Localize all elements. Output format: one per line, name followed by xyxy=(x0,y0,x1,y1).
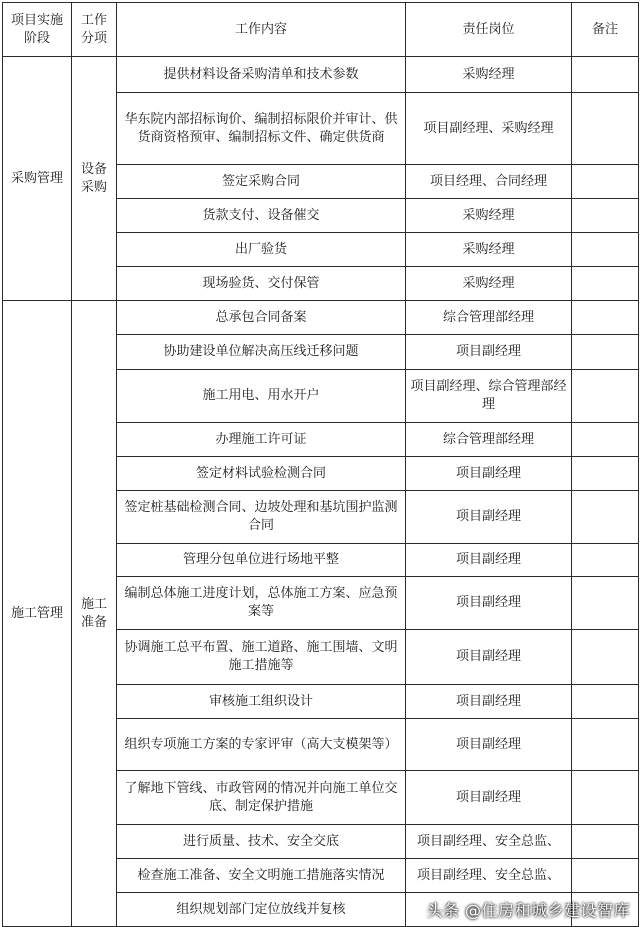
header-content: 工作内容 xyxy=(117,3,406,57)
category-cell: 施工准备 xyxy=(72,301,117,927)
role-cell: 项目副经理 xyxy=(406,577,572,630)
role-cell: 项目副经理、采购经理 xyxy=(406,93,572,165)
role-cell: 项目副经理 xyxy=(406,457,572,491)
content-cell: 签定采购合同 xyxy=(117,165,406,199)
note-cell xyxy=(572,233,639,267)
note-cell xyxy=(572,165,639,199)
note-cell xyxy=(572,301,639,335)
role-cell: 采购经理 xyxy=(406,199,572,233)
table-row xyxy=(3,301,639,335)
watermark: 头条 @住房和城乡建设智库 xyxy=(426,901,630,920)
content-cell: 华东院内部招标询价、编制招标限价并审计、供货商资格预审、编制招标文件、确定供货商 xyxy=(117,93,406,165)
role-cell: 项目副经理 xyxy=(406,685,572,719)
note-cell xyxy=(572,685,639,719)
role-cell: 项目副经理、安全总监、 xyxy=(406,859,572,893)
content-cell: 货款支付、设备催交 xyxy=(117,199,406,233)
content-cell: 组织规划部门定位放线并复核 xyxy=(117,893,406,927)
content-cell: 进行质量、技术、安全交底 xyxy=(117,825,406,859)
content-cell: 组织专项施工方案的专家评审（高大支模架等） xyxy=(117,719,406,771)
note-cell xyxy=(572,93,639,165)
note-cell xyxy=(572,335,639,370)
note-cell xyxy=(572,423,639,457)
content-cell: 协助建设单位解决高压线迁移问题 xyxy=(117,335,406,370)
role-cell: 采购经理 xyxy=(406,233,572,267)
note-cell xyxy=(572,577,639,630)
header-row xyxy=(3,3,639,57)
note-cell xyxy=(572,544,639,577)
header-role: 责任岗位 xyxy=(406,3,572,57)
role-cell: 项目副经理 xyxy=(406,771,572,825)
note-cell xyxy=(572,859,639,893)
note-cell xyxy=(572,267,639,301)
note-cell xyxy=(572,491,639,544)
content-cell: 编制总体施工进度计划，总体施工方案、应急预案等 xyxy=(117,577,406,630)
content-cell: 签定材料试验检测合同 xyxy=(117,457,406,491)
role-cell: 项目副经理 xyxy=(406,630,572,685)
header-category: 工作分项 xyxy=(72,3,117,57)
role-cell: 综合管理部经理 xyxy=(406,301,572,335)
content-cell: 施工用电、用水开户 xyxy=(117,370,406,423)
content-cell: 现场验货、交付保管 xyxy=(117,267,406,301)
content-cell: 审核施工组织设计 xyxy=(117,685,406,719)
role-cell: 项目副经理 xyxy=(406,544,572,577)
category-cell: 设备采购 xyxy=(72,57,117,301)
content-cell: 管理分包单位进行场地平整 xyxy=(117,544,406,577)
note-cell xyxy=(572,457,639,491)
content-cell: 办理施工许可证 xyxy=(117,423,406,457)
role-cell: 项目经理、合同经理 xyxy=(406,165,572,199)
note-cell xyxy=(572,771,639,825)
note-cell xyxy=(572,57,639,93)
note-cell xyxy=(572,719,639,771)
role-cell: 项目副经理、综合管理部经理 xyxy=(406,370,572,423)
content-cell: 提供材料设备采购清单和技术参数 xyxy=(117,57,406,93)
content-cell: 出厂验货 xyxy=(117,233,406,267)
role-cell: 采购经理 xyxy=(406,267,572,301)
role-cell: 项目副经理 xyxy=(406,491,572,544)
role-cell: 项目副经理 xyxy=(406,335,572,370)
content-cell: 协调施工总平布置、施工道路、施工围墙、文明施工措施等 xyxy=(117,630,406,685)
role-cell: 项目副经理 xyxy=(406,719,572,771)
role-cell: 采购经理 xyxy=(406,57,572,93)
content-cell: 了解地下管线、市政管网的情况并向施工单位交底、制定保护措施 xyxy=(117,771,406,825)
responsibility-table xyxy=(2,2,639,927)
stage-cell: 施工管理 xyxy=(3,301,72,927)
role-cell: 项目副经理、安全总监、 xyxy=(406,825,572,859)
content-cell: 总承包合同备案 xyxy=(117,301,406,335)
content-cell: 检查施工准备、安全文明施工措施落实情况 xyxy=(117,859,406,893)
note-cell xyxy=(572,630,639,685)
note-cell xyxy=(572,370,639,423)
role-cell: 综合管理部经理 xyxy=(406,423,572,457)
content-cell: 签定桩基础检测合同、边坡处理和基坑围护监测合同 xyxy=(117,491,406,544)
note-cell xyxy=(572,199,639,233)
header-stage: 项目实施阶段 xyxy=(3,3,72,57)
stage-cell: 采购管理 xyxy=(3,57,72,301)
header-note: 备注 xyxy=(572,3,639,57)
table-row xyxy=(3,57,639,93)
note-cell xyxy=(572,825,639,859)
